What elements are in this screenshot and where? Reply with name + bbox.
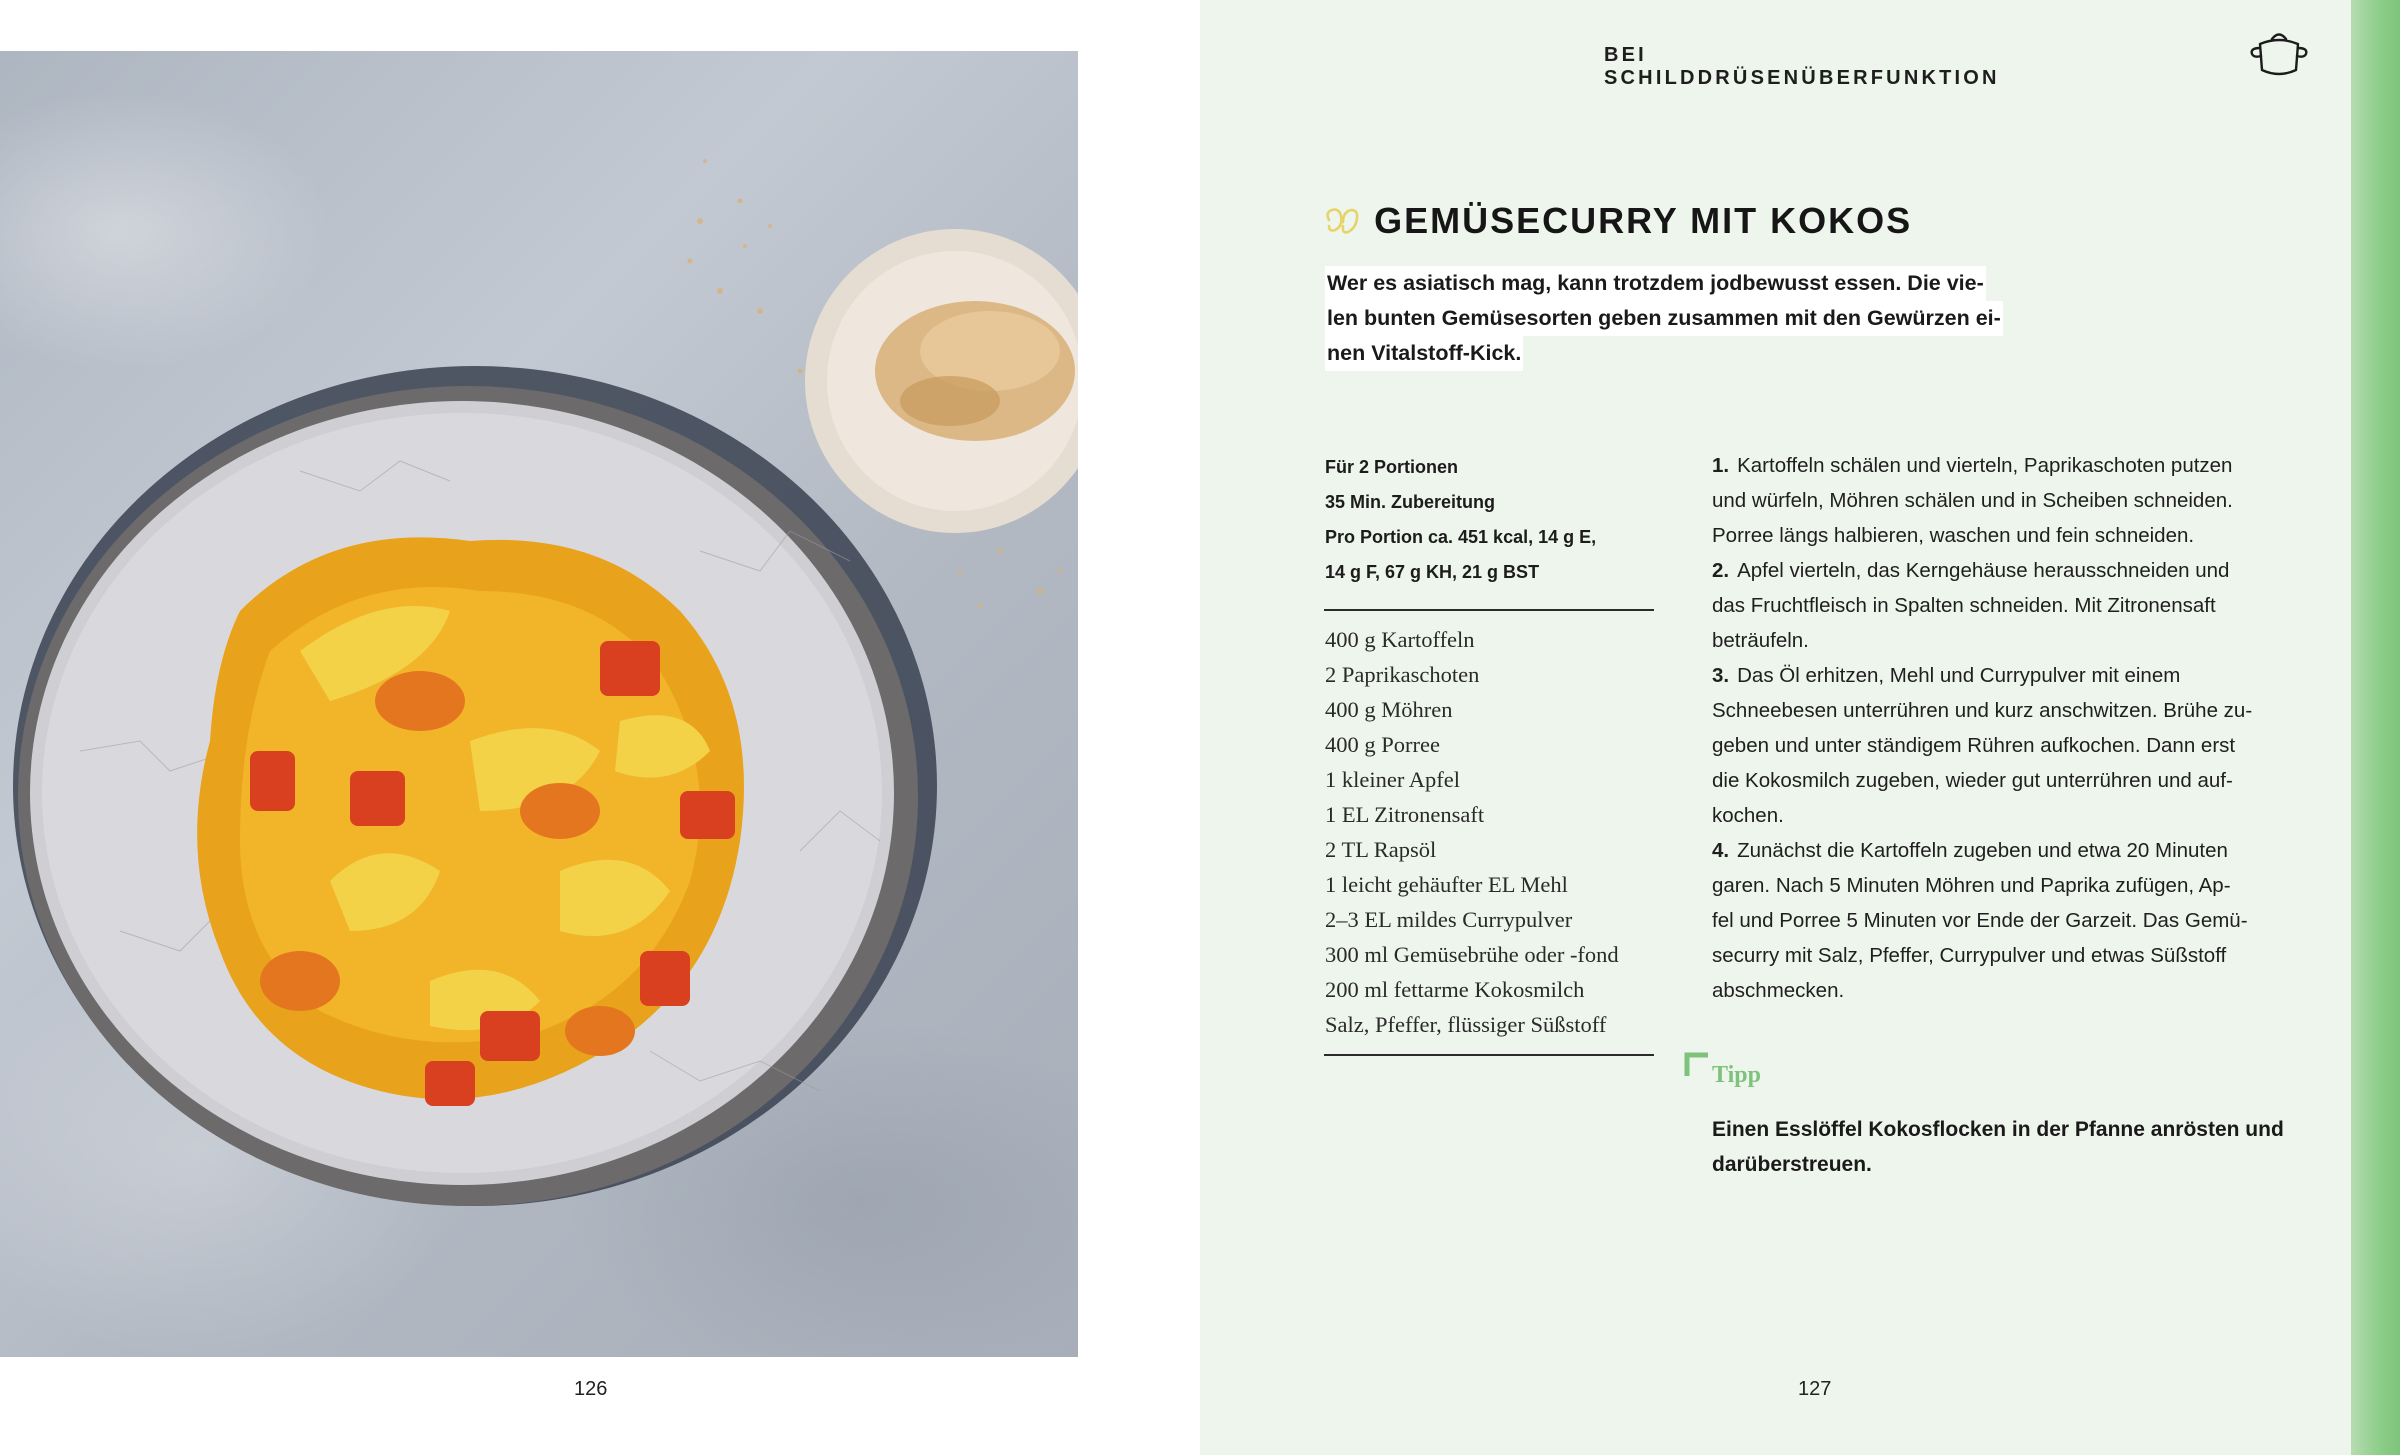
step-line: geben und unter ständigem Rühren aufkochen. Dann erst: [1712, 734, 2236, 757]
ingredient-item: Salz, Pfeffer, flüssiger Süßstoff: [1325, 1012, 1607, 1037]
step-line: beträufeln.: [1712, 629, 1809, 652]
ingredient-item: 2 TL Rapsöl: [1325, 837, 1437, 862]
ingredient-item: 400 g Porree: [1325, 732, 1440, 757]
ingredient-item: 400 g Kartoffeln: [1325, 627, 1475, 652]
servings: Für 2 Portionen: [1325, 457, 1459, 477]
prep-time: 35 Min. Zubereitung: [1325, 492, 1496, 512]
recipe-title-row: [1323, 200, 1912, 250]
step-line: Porree längs halbieren, waschen und fein schneiden.: [1712, 524, 2195, 547]
ingredient-item: 1 EL Zitronensaft: [1325, 802, 1485, 827]
step-line: das Fruchtfleisch in Spalten schneiden. Mit Zitronensaft: [1712, 594, 2216, 617]
ingredient-item: 300 ml Gemüsebrühe oder -fond: [1325, 942, 1619, 967]
tipp-corner-mark-icon: [1684, 1052, 1710, 1078]
step-text: Kartoffeln schälen und vierteln, Paprikaschoten putzen: [1737, 454, 2233, 477]
ingredients-divider-top: [1324, 609, 1654, 611]
step-number: 4.: [1712, 839, 1730, 862]
ingredient-item: 1 leicht gehäufter EL Mehl: [1325, 872, 1568, 897]
page-number-left: 126: [574, 1378, 608, 1400]
nutrition-line: Pro Portion ca. 451 kcal, 14 g E,: [1325, 527, 1597, 547]
recipe-photo: [0, 51, 1078, 1357]
intro-line: nen Vitalstoff-Kick.: [1325, 336, 1523, 371]
step-line: die Kokosmilch zugeben, wieder gut unterrühren und auf-: [1712, 769, 2233, 792]
nutrition-line: 14 g F, 67 g KH, 21 g BST: [1325, 562, 1540, 582]
preparation-steps: [1712, 448, 2312, 1008]
ingredient-list: [1325, 622, 1665, 1042]
step-line: fel und Porree 5 Minuten vor Ende der Garzeit. Das Gemü-: [1712, 909, 2248, 932]
step-number: 3.: [1712, 664, 1730, 687]
ingredient-item: 2 Paprikaschoten: [1325, 662, 1480, 687]
step-line: kochen.: [1712, 804, 1784, 827]
step-text: Das Öl erhitzen, Mehl und Currypulver mit einem: [1737, 664, 2181, 687]
tipp-line: Einen Esslöffel Kokosflocken in der Pfanne anrösten und: [1712, 1118, 2284, 1141]
intro-line: len bunten Gemüsesorten geben zusammen mit den Gewürzen ei-: [1325, 301, 2003, 336]
step-line: [1712, 448, 2312, 483]
ingredient-item: 1 kleiner Apfel: [1325, 767, 1460, 792]
ingredient-item: 200 ml fettarme Kokosmilch: [1325, 977, 1585, 1002]
step-line: abschmecken.: [1712, 979, 1845, 1002]
tipp-line: darüberstreuen.: [1712, 1153, 1872, 1176]
step-number: 2.: [1712, 559, 1730, 582]
step-line: [1712, 833, 2312, 868]
step-line: garen. Nach 5 Minuten Möhren und Paprika zufügen, Ap-: [1712, 874, 2231, 897]
step-line: Schneebesen unterrühren und kurz anschwitzen. Brühe zu-: [1712, 699, 2253, 722]
step-line: securry mit Salz, Pfeffer, Currypulver und etwas Süßstoff: [1712, 944, 2227, 967]
recipe-title: GEMÜSECURRY MIT KOKOS: [1374, 200, 1913, 241]
step-text: Apfel vierteln, das Kerngehäuse herausschneiden und: [1737, 559, 2230, 582]
curry-bowl-illustration: [0, 51, 1078, 1357]
tipp-text: [1712, 1112, 2312, 1182]
page-number-right: 127: [1798, 1378, 1832, 1400]
intro-line: Wer es asiatisch mag, kann trotzdem jodbewusst essen. Die vie-: [1325, 266, 1986, 301]
step-text: Zunächst die Kartoffeln zugeben und etwa 20 Minuten: [1737, 839, 2228, 862]
step-line: und würfeln, Möhren schälen und in Scheiben schneiden.: [1712, 489, 2233, 512]
step-number: 1.: [1712, 454, 1730, 477]
tipp-label: Tipp: [1712, 1062, 1761, 1088]
step-line: [1712, 553, 2312, 588]
recipe-intro: [1325, 266, 2015, 371]
ingredient-item: 400 g Möhren: [1325, 697, 1453, 722]
step-line: [1712, 658, 2312, 693]
recipe-meta: [1325, 450, 1655, 590]
running-head: BEI SCHILDDRÜSENÜBERFUNKTION: [1604, 44, 2000, 89]
cooking-pot-icon: [2246, 26, 2312, 80]
ingredients-divider-bottom: [1324, 1054, 1654, 1056]
ingredient-item: 2–3 EL mildes Currypulver: [1325, 907, 1573, 932]
chapter-color-strip: [2351, 0, 2400, 1455]
iodine-droplet-icon: [1323, 204, 1361, 238]
